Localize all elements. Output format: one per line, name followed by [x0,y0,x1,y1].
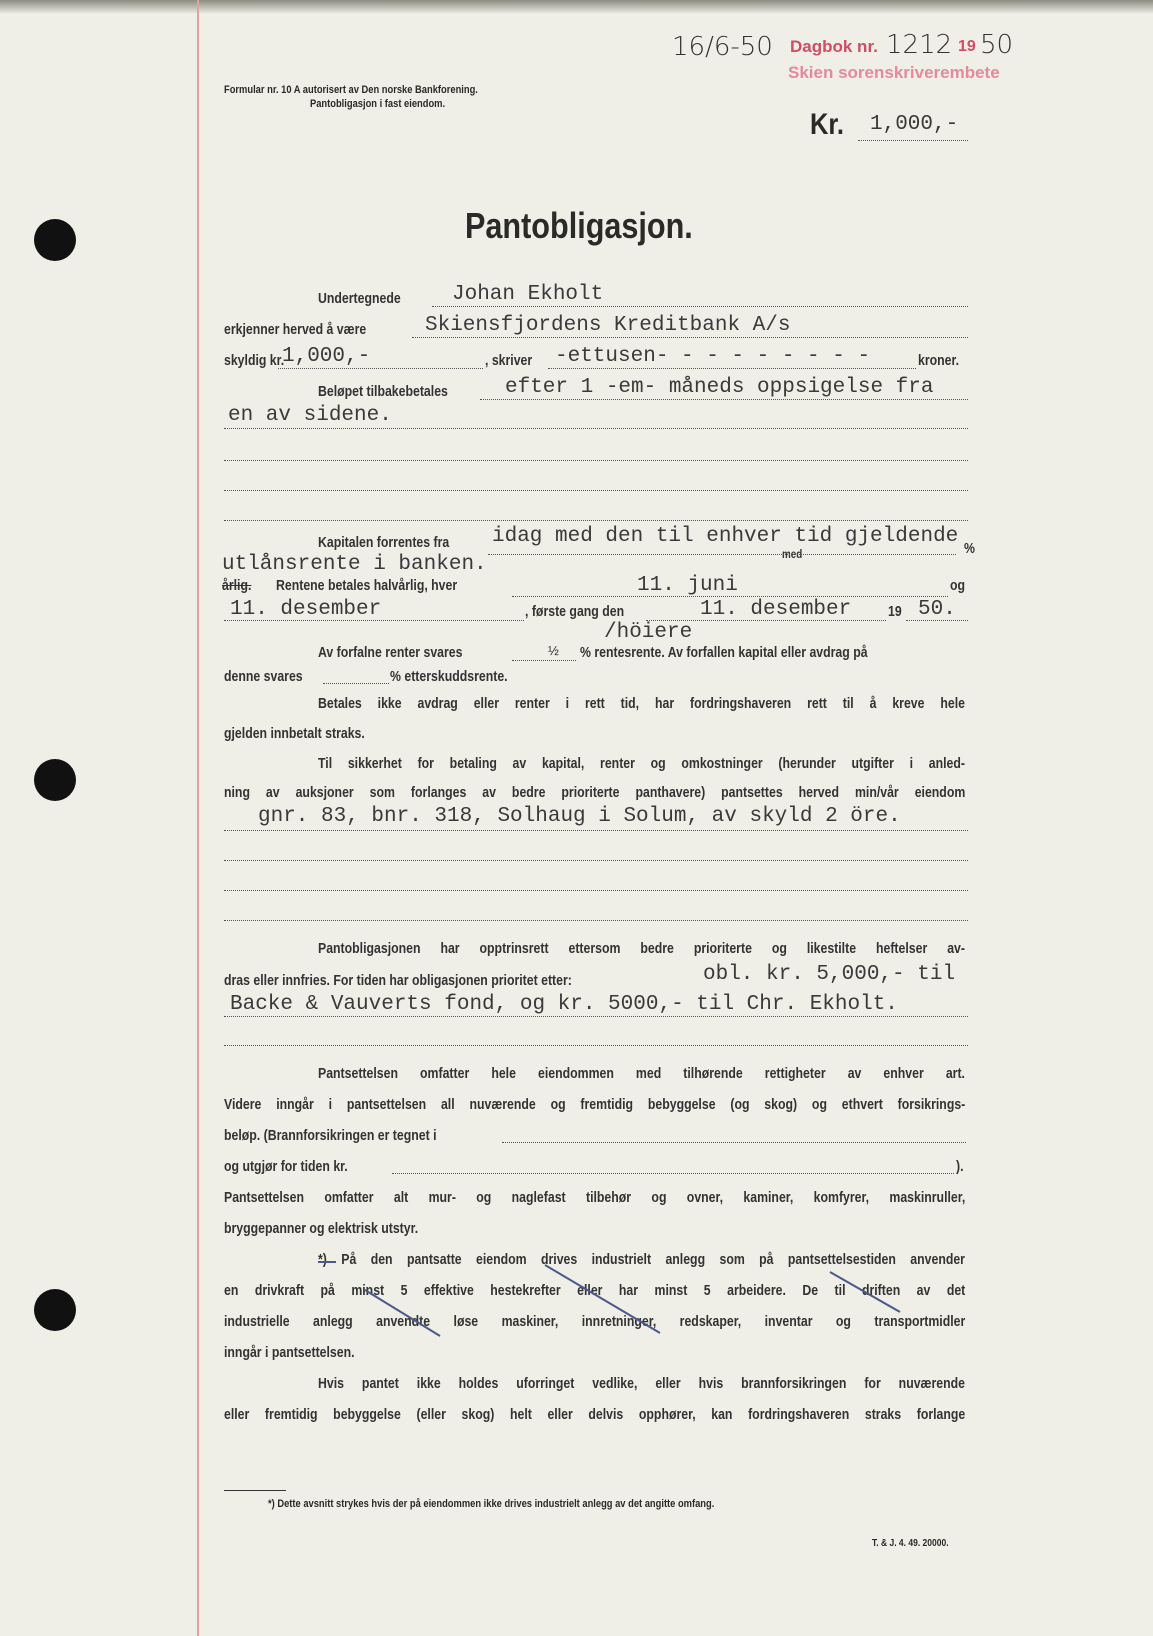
formular-line2: Pantobligasjon i fast eiendom. [310,98,446,110]
paragraph-line: Til sikkerhet for betaling av kapital, renter og omkostninger (herunder utgifter i anled- [318,755,965,772]
skriver-label: , skriver [485,352,533,369]
forfalne-rest: % rentesrente. Av forfallen kapital eller avdrag på [580,644,868,661]
paragraph-line: *) På den pantsatte eiendom drives industrielt anlegg som på pantsettelsestiden anvender [318,1251,965,1268]
utgjor-label: og utgjør for tiden kr. [224,1158,348,1175]
hoiere-note: /höiere [604,621,693,644]
tilbake-value1: efter 1 -em- måneds oppsigelse fra [505,376,934,399]
halvaarlig-label: Rentene betales halvårlig, hver [276,577,458,594]
tilbake-value2: en av sidene. [228,404,392,427]
year-value: 50. [918,598,956,621]
undertegnede-label: Undertegnede [318,290,401,307]
utgjor-end: ). [956,1158,964,1175]
forste-label: , første gang den [525,603,625,620]
paragraph-line: gjelden innbetalt straks. [224,725,365,742]
halvaarlig-value2: 11. desember [230,598,382,621]
property-value: gnr. 83, bnr. 318, Solhaug i Solum, av skyld 2 öre. [258,805,901,828]
halvaarlig-value1: 11. juni [637,574,738,597]
prioritet-value2: Backe & Vauverts fond, og kr. 5000,- til Chr. Ekholt. [230,993,898,1016]
og-label: og [950,577,966,594]
kapital-value2: utlånsrente i banken. [222,553,487,576]
paragraph-line: Pantsettelsen omfatter hele eiendommen med tilhørende rettigheter av enhver art. [318,1065,965,1082]
prioritet-value1: obl. kr. 5,000,- til [703,963,956,986]
dagbok-number: 1212 [886,30,953,60]
paragraph-line: ning av auksjoner som forlanges av bedre prioriterte panthavere) pantsettes herved min/vår eiendom [224,784,966,801]
forste-value: 11. desember [700,598,852,621]
stamp-office: Skien sorenskriverembete [788,63,1000,82]
denne-rest: % etterskuddsrente. [390,668,508,685]
paragraph-line: Pantsettelsen omfatter alt mur- og naglefast tilbehør og ovner, kaminer, komfyrer, maskinruller, [224,1189,966,1206]
paragraph-line: industrielle anlegg anvendte løse maskiner, innretninger, redskaper, inventar og transportmidler [224,1313,966,1330]
footnote: *) Dette avsnitt strykes hvis der på eiendommen ikke drives industrielt anlegg av det angitte omfang. [268,1498,715,1510]
paragraph-line: Videre inngår i pantsettelsen all nuværende og fremtidig bebyggelse (og skog) og ethvert forsikrings- [224,1096,966,1113]
skyldig-label: skyldig kr. [224,352,285,369]
kapital-label: Kapitalen forrentes fra [318,534,450,551]
creditor-value: Skiensfjordens Kreditbank A/s [425,314,791,337]
erkjenner-label: erkjenner herved å være [224,321,367,338]
paragraph-line: Betales ikke avdrag eller renter i rett tid, har fordringshaveren rett til å kreve hele [318,695,965,712]
kroner-label: kroner. [918,352,960,369]
paragraph-line: dras eller innfries. For tiden har obligasjonen prioritet etter: [224,972,572,989]
aarlig-struck: årlig. [222,577,252,594]
dagbok-year: 50 [980,30,1014,60]
percent-sign: % [964,540,975,557]
printer-mark: T. & J. 4. 49. 20000. [872,1538,949,1549]
dagbok-year-prefix: 19 [958,38,976,55]
forfalne-value: ½ [548,643,559,658]
paragraph-line: eller fremtidig bebyggelse (eller skog) helt eller delvis opphører, kan fordringshaveren straks forlange [224,1406,966,1423]
undertegnede-value: Johan Ekholt [452,283,604,306]
footnote-rule [224,1490,286,1491]
page-title: Pantobligasjon. [465,205,693,246]
forfalne-label: Av forfalne renter svares [318,644,463,661]
handwritten-date: 16/6-50 [672,32,773,62]
formular-line1: Formular nr. 10 A autorisert av Den norske Bankforening. [224,84,478,96]
paragraph-line: bryggepanner og elektrisk utstyr. [224,1220,419,1237]
tilbake-label: Beløpet tilbakebetales [318,383,448,400]
year-prefix: 19 [888,603,902,620]
paragraph-line: Hvis pantet ikke holdes uforringet vedlike, eller hvis brannforsikringen for nuværende [318,1375,965,1392]
paragraph-line: inngår i pantsettelsen. [224,1344,355,1361]
paragraph-line: Pantobligasjonen har opptrinsrett ettersom bedre prioriterte og likestilte heftelser av- [318,940,965,957]
paragraph-line: en drivkraft på minst 5 effektive hestekrefter eller har minst 5 arbeidere. De til driften av det [224,1282,966,1299]
kapital-value: idag med den til enhver tid gjeldende [492,525,959,548]
brann-label: beløp. (Brannforsikringen er tegnet i [224,1127,437,1144]
kr-label: Kr. [810,108,845,141]
kr-amount: 1,000,- [870,113,959,136]
dagbok-label: Dagbok nr. [790,37,878,56]
skyldig-value: 1,000,- [282,345,371,368]
med-label: med [782,547,803,561]
skriver-value: -ettusen- - - - - - - - - [555,345,871,368]
denne-label: denne svares [224,668,303,685]
